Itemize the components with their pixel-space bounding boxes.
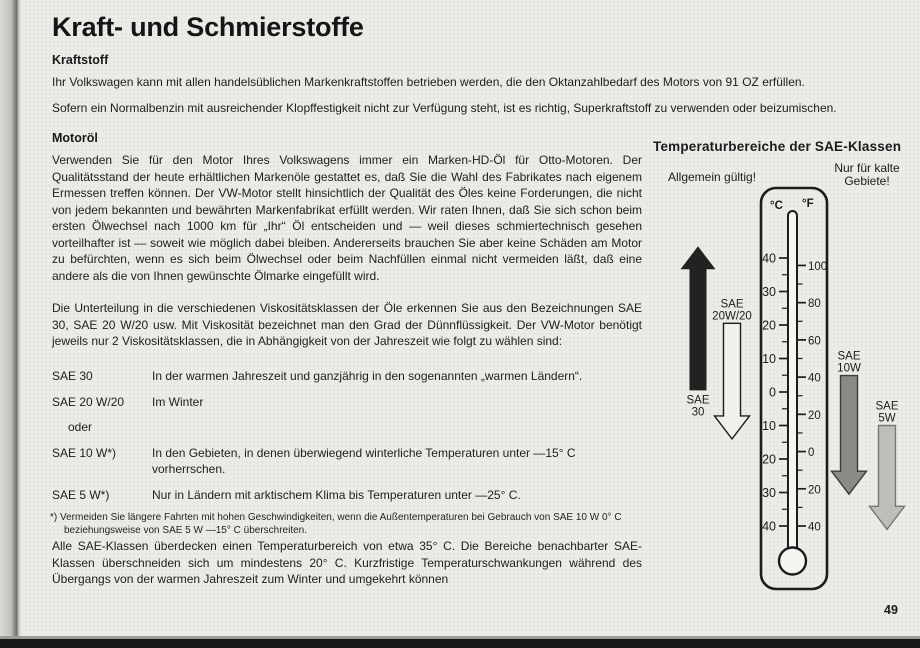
sae-range-arrow <box>870 426 905 530</box>
kraftstoff-paragraph-1: Ihr Volkswagen kann mit allen handelsüblichen Markenkraftstoffen betrieben werden, die den Oktanzahlbedarf des Motors von 91 OZ erfüllen. <box>52 75 805 89</box>
scan-bottom-edge <box>0 636 920 648</box>
motoroel-paragraph-3: Alle SAE-Klassen überdecken einen Temperaturbereich von etwa 35° C. Die Bereiche benachbarter SAE-Klassen überschneiden sich um mindestens 20° C. Kurzfristige Temperaturschwankungen während des Übergangs von der warmen Jahreszeit zum Winter und umgekehrt können <box>52 539 642 586</box>
table-row <box>52 394 644 411</box>
fahrenheit-tick-label: 40 <box>808 521 821 534</box>
diagram-caption-left: Allgemein gültig! <box>668 170 757 184</box>
footnote: *) Vermeiden Sie längere Fahrten mit hohen Geschwindigkeiten, wenn die Außentemperaturen bei Gebrauch von SAE 10 W 0° C beziehungsweise von SAE 5 W —15° C überschreiten. <box>50 512 622 536</box>
sae-arrow-label: SAE <box>875 400 899 413</box>
celsius-tick-label: 10 <box>762 419 776 433</box>
thermometer-bulb <box>779 548 806 575</box>
sae-temperature-diagram <box>650 135 920 600</box>
sae-range-arrow <box>681 246 716 390</box>
table-row <box>52 419 644 436</box>
celsius-tick-label: 0 <box>769 385 776 400</box>
sae-arrow-label: 20W/20 <box>712 310 752 323</box>
motoroel-paragraph-1: Verwenden Sie für den Motor Ihres Volkswagens immer ein Marken-HD-Öl für Otto-Motoren. Der Qualitätsstand der heute erhältlichen Markenöle gestattet es, daß Sie die Wahl des Fabrikates nach eigenem Ermessen treffen können. Der VW-Motor stellt hinsichtlich der Qualität des Öles keine Forderungen, die nicht von jedem bekannten und bewährten Markenfabrikat erfüllt werden. Wir raten Ihnen, daß Sie sich schon beim ersten Ölwechsel nach 1000 km für „Ihr“ Öl entscheiden und — weil dieses schmiertechnisch gesehen vorteilhafter ist — soweit wie möglich dabei bleiben. Andererseits brauchen Sie aber keine Schäden am Motor zu befürchten, wenn es sich beim Ölwechsel oder beim Nachfüllen einmal nicht vermeiden läßt, daß eine andere als die von Ihnen gewünschte Ölmarke eingefüllt wird. <box>52 153 642 283</box>
sae-term: SAE 30 <box>52 369 93 383</box>
fahrenheit-tick-label: 20 <box>808 484 821 497</box>
sae-arrow-label: 10W <box>837 362 861 375</box>
fahrenheit-tick-label: 0 <box>808 447 815 460</box>
celsius-tick-label: 40 <box>762 519 776 534</box>
fahrenheit-tick-label: 60 <box>808 335 821 348</box>
sae-description <box>152 419 644 436</box>
fahrenheit-unit-label: °F <box>802 198 814 210</box>
celsius-tick-label: 20 <box>762 318 776 333</box>
sae-viscosity-table <box>52 368 644 512</box>
celsius-tick-label: 30 <box>762 486 776 500</box>
sae-term: SAE 20 W/20 <box>52 394 125 409</box>
sae-description: In der warmen Jahreszeit und ganzjährig in den sogenannten „warmen Ländern“. <box>152 369 583 383</box>
motoroel-paragraph-2: Die Unterteilung in die verschiedenen Viskositätsklassen der Öle erkennen Sie aus den Bezeichnungen SAE 30, SAE 20 W/20 usw. Mit Viskosität bezeichnet man den Grad der Dünnflüssigkeit. Der VW-Motor benötigt jeweils nur 2 Viskositätsklassen, die in Abhängigkeit von der Jahreszeit wie folgt zu wählen sind: <box>52 301 642 348</box>
celsius-tick-label: 20 <box>762 452 776 467</box>
diagram-caption-right-line2: Gebiete! <box>844 174 890 188</box>
thermometer-tube <box>788 211 797 556</box>
sae-range-arrow <box>715 323 750 439</box>
fahrenheit-tick-label: 80 <box>808 298 821 311</box>
diagram-title: Temperaturbereiche der SAE-Klassen <box>653 139 902 154</box>
sae-arrow-label: 30 <box>691 406 705 419</box>
kraftstoff-heading: Kraftstoff <box>52 53 109 67</box>
sae-term: SAE 5 W*) <box>52 487 110 502</box>
diagram-caption-right-line1: Nur für kalte <box>834 161 900 175</box>
table-row <box>52 487 644 504</box>
fahrenheit-tick-label: 100 <box>808 260 828 273</box>
celsius-tick-label: 30 <box>762 285 776 299</box>
fahrenheit-tick-label: 40 <box>808 372 821 385</box>
table-row <box>52 368 644 385</box>
sae-description: Im Winter <box>152 394 204 409</box>
celsius-unit-label: °C <box>770 200 783 212</box>
page-title: Kraft- und Schmierstoffe <box>52 12 364 42</box>
celsius-tick-label: 10 <box>762 352 776 366</box>
sae-term: SAE 10 W*) <box>52 445 117 460</box>
sae-description: Nur in Ländern mit arktischem Klima bis Temperaturen unter —25° C. <box>152 487 521 502</box>
sae-term: oder <box>68 420 93 434</box>
fahrenheit-tick-label: 20 <box>808 409 821 422</box>
celsius-tick-label: 40 <box>762 251 776 266</box>
kraftstoff-paragraph-2: Sofern ein Normalbenzin mit ausreichender Klopffestigkeit nicht zur Verfügung steht, ist es richtig, Superkraftstoff zu verwenden oder beizumischen. <box>52 101 837 115</box>
page-number: 49 <box>884 603 898 617</box>
motoroel-heading: Motoröl <box>52 131 98 145</box>
table-row <box>52 445 644 478</box>
sae-arrow-label: SAE <box>686 394 710 407</box>
thermometer-figure <box>650 135 920 600</box>
sae-arrow-label: SAE <box>837 350 861 363</box>
sae-description: In den Gebieten, in denen überwiegend winterliche Temperaturen unter —15° C vorherrschen. <box>152 445 576 476</box>
book-gutter-shadow <box>0 0 22 648</box>
sae-arrow-label: SAE <box>720 298 744 311</box>
sae-range-arrow <box>832 376 867 495</box>
sae-arrow-label: 5W <box>878 412 896 425</box>
